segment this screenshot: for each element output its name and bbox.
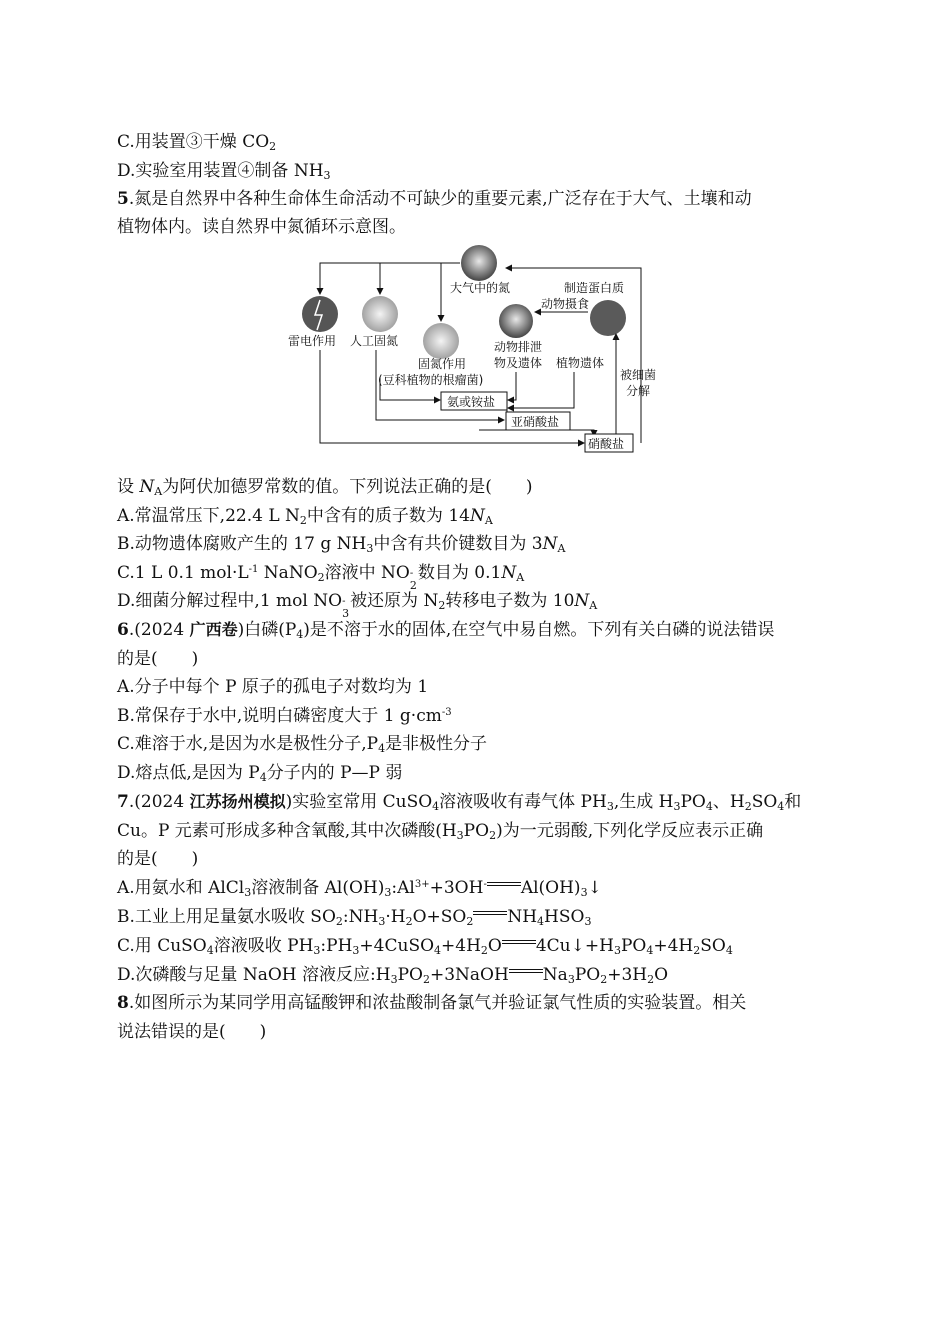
equals-sign: [509, 967, 543, 977]
artificial-fixation-image: [362, 296, 398, 332]
label-fix1: 固氮作用: [418, 357, 467, 371]
equals-sign: [473, 909, 507, 919]
label-nitrite: 亚硝酸盐: [511, 415, 560, 429]
label-ammonia: 氨或铵盐: [447, 395, 496, 409]
label-bacteria2: 分解: [626, 384, 651, 398]
q7-source: 江苏扬州模拟: [189, 792, 286, 811]
q8-stem-line1: 8.如图所示为某同学用高锰酸钾和浓盐酸制备氯气并验证氯气性质的实验装置。相关: [117, 993, 747, 1013]
q6-stem-line2: 的是( ): [117, 649, 199, 669]
q8-number: 8: [117, 993, 129, 1013]
q6-option-c: C.难溶于水,是因为水是极性分子$,P_4$是非极性分子: [117, 734, 488, 755]
label-bacteria1: 被细菌: [620, 368, 657, 382]
label-eat: 动物摄食: [541, 297, 590, 311]
q5-number: 5: [117, 189, 129, 209]
label-lightning: 雷电作用: [288, 334, 337, 348]
plant-image: [590, 300, 626, 336]
q6-option-a: A.分子中每个 P 原子的孤电子对数均为 1: [117, 677, 429, 697]
q7-number: 7: [117, 792, 129, 812]
q5-question: 设 $N_A$为阿伏加德罗常数的值。下列说法正确的是( ): [117, 477, 533, 498]
q5-option-d: D.细菌分解过程中,1 mol NO - 3 被还原为 $N_2$转移电子数为 $10N_A$: [117, 591, 598, 620]
q6-option-d: D.熔点低,是因为 $P_4$分子内的 P—P 弱: [117, 763, 403, 784]
q5-stem-line1: 5.氮是自然界中各种生命体生命活动不可缺少的重要元素,广泛存在于大气、土壤和动: [117, 189, 752, 209]
label-atmosphere: 大气中的氮: [450, 281, 511, 295]
q7-stem-line1: 7.(2024 江苏扬州模拟)实验室常用 CuSO$_4$溶液吸收有毒气体 $PH_3$,生成 $H_3PO_4$、$H_2SO_4$和: [117, 792, 802, 813]
q5-option-b: B.动物遗体腐败产生的 17 g $NH_3$中含有共价键数目为 $3N_A$: [117, 534, 566, 555]
equals-sign: [502, 938, 536, 948]
q6-source: 广西卷: [189, 620, 238, 639]
label-plant: 植物遗体: [556, 356, 605, 370]
q7-option-d: D.次磷酸与足量 NaOH 溶液反应$:H_3PO_2+3NaOH$ $Na_3PO_2+3H_2O$: [117, 965, 669, 986]
root-nodule-image: [423, 323, 459, 359]
nitrogen-cycle-diagram: [284, 240, 657, 456]
q6-stem-line1: 6.(2024 广西卷)白磷$(P_4)$是不溶于水的固体,在空气中易自燃。下列有关白磷的说法错误: [117, 620, 775, 641]
q7-option-b: B.工业上用足量氨水吸收 $SO_2:NH_3\cdot H_2O+SO_2$ $NH_4HSO_3$: [117, 907, 592, 928]
q8-stem-line2: 说法错误的是( ): [117, 1022, 267, 1042]
q7-stem-line3: 的是( ): [117, 849, 199, 869]
q7-stem-line2: Cu。P 元素可形成多种含氧酸,其中次磷酸$(H_3PO_2)$为一元弱酸,下列化学反应表示正确: [117, 821, 764, 842]
equals-sign: [487, 880, 521, 890]
label-artificial: 人工固氮: [350, 334, 399, 348]
q5-option-c: C.1 L 0.1 $mol\cdot L^{-1}$ NaNO$_2$溶液中 NO - 2 数目为 $0.1N_A$: [117, 563, 525, 592]
atmosphere-image: [461, 245, 497, 281]
label-nitrate: 硝酸盐: [588, 437, 625, 451]
label-fix2: (豆科植物的根瘤菌): [378, 373, 484, 387]
q4-option-c: C.用装置③干燥 $CO_2$: [117, 132, 277, 153]
label-protein: 制造蛋白质: [564, 281, 625, 295]
q6-option-b: B.常保存于水中,说明白磷密度大于 1 $g\cdot cm^{-3}$: [117, 706, 452, 726]
q6-number: 6: [117, 620, 129, 640]
label-animal1: 动物排泄: [494, 340, 543, 354]
q7-option-c: C.用 CuSO$_4$溶液吸收 $PH_3:PH_3+4CuSO_4+4H_2O$ $4Cu↓+H_3PO_4+4H_2SO_4$: [117, 936, 733, 957]
q7-option-a: A.用氨水和 AlCl$_3$溶液制备 $Al(OH)_3:Al^{3+}+3OH^-$ $Al(OH)_3↓$: [117, 878, 602, 899]
q5-option-a: A.常温常压下,22.4 L $N_2$中含有的质子数为 $14N_A$: [117, 506, 493, 527]
label-animal2: 物及遗体: [494, 356, 543, 370]
q4-option-d: D.实验室用装置④制备 $NH_3$: [117, 161, 331, 182]
animal-image: [499, 304, 533, 338]
q5-stem-line2: 植物体内。读自然界中氮循环示意图。: [117, 217, 406, 237]
